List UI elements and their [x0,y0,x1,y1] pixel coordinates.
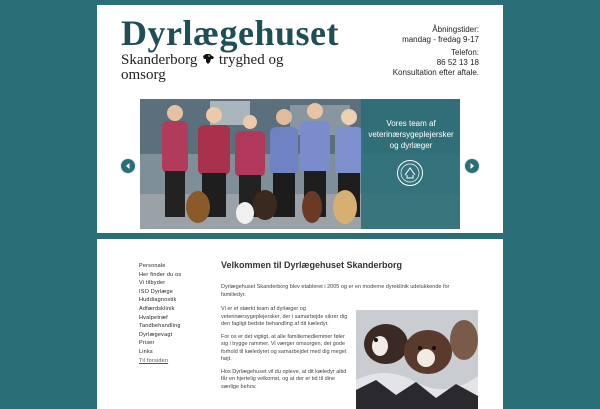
tagline-part-3: omsorg [121,67,166,83]
paragraph-family: For os er det vigtigt, at alle familiemedlemmer føler sig i trygge rammer. Vi værger omsorgen, det gode forhold til kæledyret og samarbejdet med dig meget højt. [221,333,347,362]
text-column [221,306,349,396]
nav-item-personale[interactable]: Personale [139,263,166,269]
nav-item-iso-dyrlaege[interactable]: ISO Dyrlæge [139,288,173,295]
main-content [97,239,503,409]
caption-line-3: og dyrlæger [389,141,433,150]
consultation-text: Konsultation efter aftale. [392,68,479,77]
puppies-photo [356,310,478,409]
nav-item-tandbehandling[interactable]: Tandbehandling [139,323,181,330]
hours-value: mandag - fredag 9-17 [402,35,479,44]
chevron-left-icon [124,162,132,170]
paragraph-team: Vi er et stærkt team af dyrlæger og veterinærsygeplejersker, der i samarbejde sikrer dig den fagligt bedste behandling af dit kæledyr. [221,306,348,327]
logo-title[interactable]: Dyrlægehuset [121,13,339,53]
nav-item-priser[interactable]: Priser [139,340,155,347]
nav-item-hvalpetraef[interactable]: Hvalpetræf [139,314,168,321]
nav-item-vi-tilbyder[interactable]: Vi tilbyder [139,280,166,287]
tagline-part-2: tryghed og [218,52,284,68]
intro-paragraph: Dyrlægehuset Skanderborg blev etableret i 2005 og er en moderne dyreklinik udelukkende for familiedyr. [221,284,450,298]
slider-prev-button[interactable] [120,158,136,174]
caption-line-1: Vores team af [386,119,436,128]
side-navigation [139,262,219,365]
contact-info [329,25,479,78]
hours-label: Åbningstider: [432,25,479,34]
tagline-part-1: Skanderborg [121,52,198,68]
slider-next-button[interactable] [464,158,480,174]
paragraph-welcome: Hos Dyrlægehuset vil du opleve, at dit kæledyr altid får en hjertelig velkomst, og at der er tid til dine særlige behov. [221,368,347,390]
certification-seal-icon [396,159,424,187]
nav-item-her-finder-du-os[interactable]: Her finder du os [139,271,182,278]
phone-value[interactable]: 86 52 13 18 [436,58,479,67]
nav-item-adfaerdsklinik[interactable]: Adfærdsklinik [139,305,175,312]
nav-item-dyrlaegevagt[interactable]: Dyrlægevagt [139,331,173,338]
team-photo-slider [140,99,460,229]
nav-item-huddiagnostik[interactable]: Huddiagnostik [139,297,177,304]
dog-icon [201,53,215,65]
nav-item-til-forsiden[interactable]: Til forsiden [139,357,169,364]
page-title: Velkommen til Dyrlægehuset Skanderborg [221,260,403,270]
slider-caption [361,99,460,229]
chevron-right-icon [468,162,476,170]
caption-line-2: veterinærsygeplejersker [368,130,454,139]
nav-item-links[interactable]: Links [139,348,153,355]
logo-tagline [121,53,296,83]
phone-label: Telefon: [450,48,479,57]
